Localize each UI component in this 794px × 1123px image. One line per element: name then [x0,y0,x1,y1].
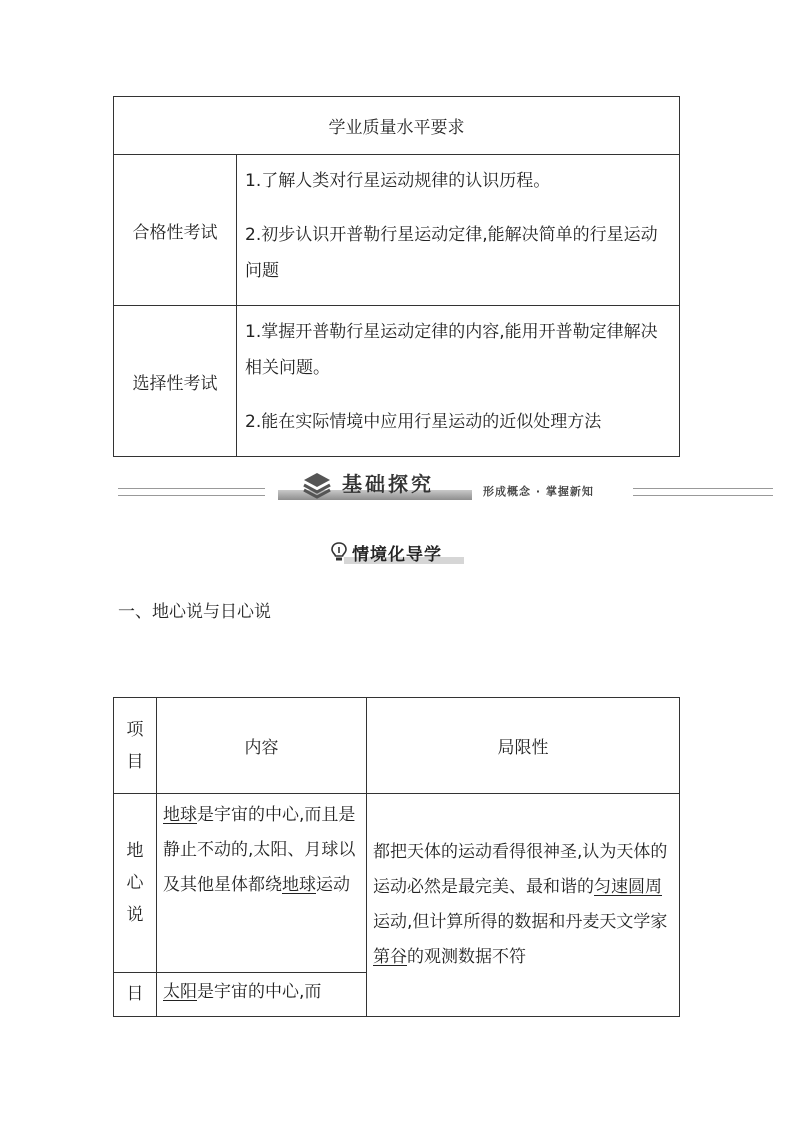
column-header-content: 内容 [157,698,367,794]
underlined-term: 地球 [163,805,197,826]
row-content [237,306,680,457]
limitation-text: 运动,但计算所得的数据和丹麦天文学家 [373,912,668,933]
subheading-text: 情境化导学 [352,545,442,565]
row-label: 选择性考试 [114,306,237,457]
table-row [114,155,680,306]
banner-plate [278,470,472,500]
requirement-item: 1.了解人类对行星运动规律的认识历程。 [245,171,551,191]
row-label: 合格性考试 [114,155,237,306]
requirement-item: 1.掌握开普勒行星运动定律的内容,能用开普勒定律解决相关问题。 [245,322,658,378]
column-header-limitation: 局限性 [367,698,680,794]
underlined-term: 地球 [282,875,316,896]
layers-icon [302,470,332,500]
underlined-term: 太阳 [163,981,197,1002]
vertical-text: 项目 [126,719,144,772]
underlined-term: 第谷 [373,947,407,968]
limitation-text: 的观测数据不符 [407,947,526,968]
divider [633,488,773,496]
column-header-item [114,698,157,794]
content-cell [157,794,367,973]
requirement-item: 2.能在实际情境中应用行星运动的近似处理方法 [245,412,602,432]
table-header: 学业质量水平要求 [114,97,680,155]
content-text: 是宇宙的中心,而且是静止不动的,太阳、月球以及其他星体都绕 [163,805,356,896]
divider [118,488,265,496]
subheading [330,540,464,566]
row-label: 日 [114,972,157,1016]
section-banner [118,464,774,504]
limitation-text: 都把天体的运动看得很神圣,认为天体的运动必然是最完美、最和谐的 [373,842,668,898]
vertical-text: 地心说 [126,841,144,926]
content-cell [157,972,367,1016]
geocentric-heliocentric-table [113,697,680,1017]
light-bulb-icon [330,542,348,562]
table-row [114,794,680,973]
table-row [114,97,680,155]
table-header-row [114,698,680,794]
content-text: 是宇宙的中心,而 [197,981,322,1002]
limitation-cell [367,794,680,1017]
requirement-item: 2.初步认识开普勒行星运动定律,能解决简单的行星运动问题 [245,225,658,281]
section-title: 一、地心说与日心说 [118,602,271,622]
content-text: 运动 [316,875,350,896]
row-label [114,794,157,973]
banner-slogan: 形成概念 · 掌握新知 [483,485,594,498]
banner-title: 基础探究 [342,472,434,496]
quality-requirements-table [113,96,680,457]
row-content [237,155,680,306]
underlined-term: 匀速圆周 [594,877,662,898]
table-row [114,306,680,457]
